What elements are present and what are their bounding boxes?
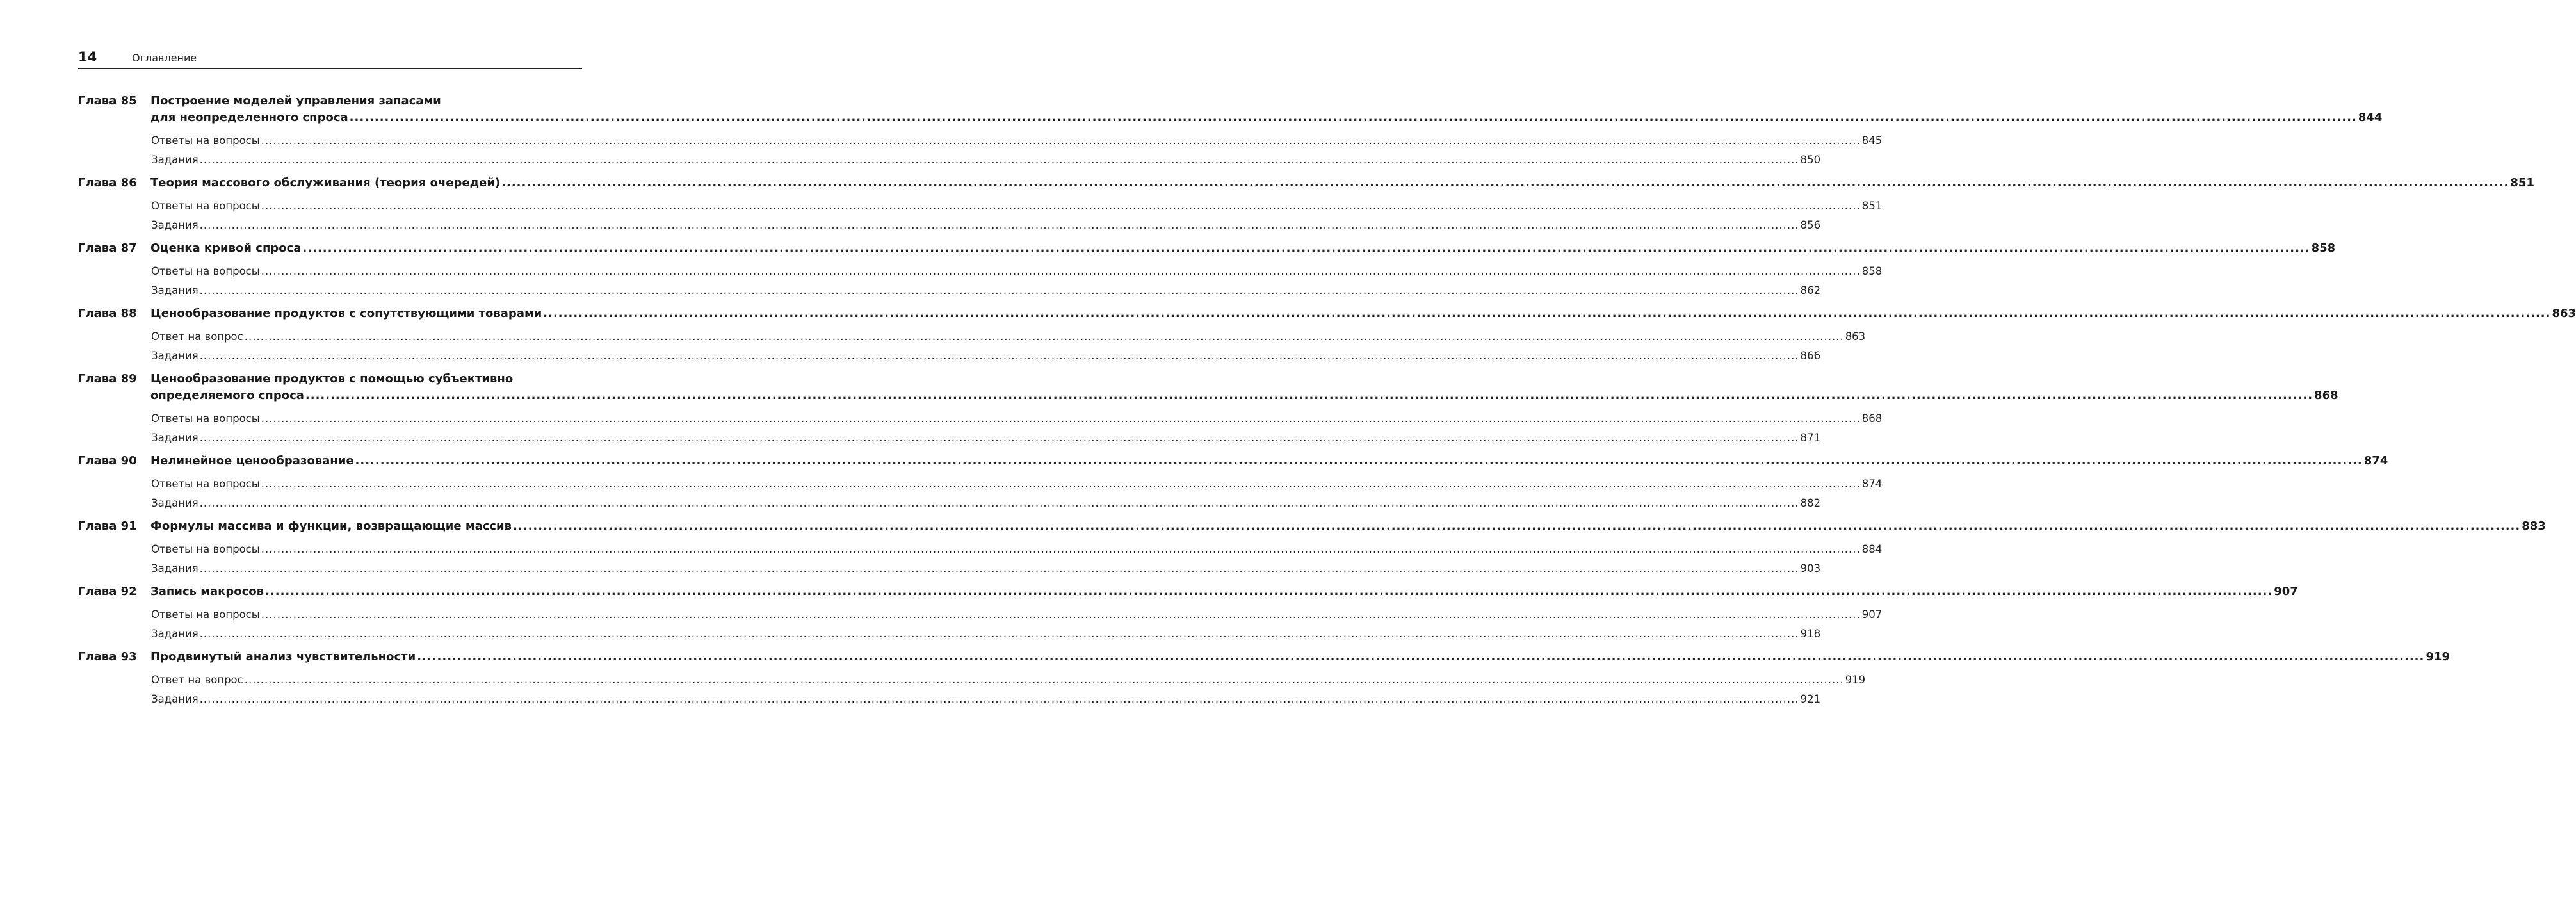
chapter-title-leader	[150, 649, 2450, 665]
toc-chapter	[78, 306, 2576, 366]
toc-chapter	[78, 453, 2388, 513]
chapter-title-leader	[150, 387, 2338, 404]
dot-leader: ................................................................................................................................................................................................................................................................................................................................................................................................................	[513, 519, 2521, 533]
dot-leader: ................................................................................................................................................................................................................................................................................................................................................................................................................	[199, 284, 1799, 297]
chapter-title-line: Построение моделей управления запасами	[150, 94, 441, 108]
dot-leader: ................................................................................................................................................................................................................................................................................................................................................................................................................	[261, 265, 1861, 277]
dot-leader: ................................................................................................................................................................................................................................................................................................................................................................................................................	[199, 219, 1799, 231]
chapter-label: Глава 91	[78, 519, 137, 533]
subsection-title: Задания	[151, 350, 198, 362]
subsection-page-number: 907	[1861, 608, 1883, 621]
dot-leader: ................................................................................................................................................................................................................................................................................................................................................................................................................	[244, 330, 1844, 343]
dot-leader: ................................................................................................................................................................................................................................................................................................................................................................................................................	[244, 674, 1844, 686]
dot-leader: ................................................................................................................................................................................................................................................................................................................................................................................................................	[261, 543, 1861, 555]
toc-chapter	[78, 518, 2546, 578]
dot-leader: ................................................................................................................................................................................................................................................................................................................................................................................................................	[261, 412, 1861, 425]
subsection-entry	[151, 428, 1821, 448]
chapter-page-number: 907	[2274, 585, 2298, 598]
chapter-title-block	[150, 306, 2576, 366]
subsection-page-number: 874	[1861, 478, 1883, 490]
chapter-title-leader	[150, 453, 2388, 469]
toc-chapter	[78, 649, 2450, 709]
dot-leader: ................................................................................................................................................................................................................................................................................................................................................................................................................	[199, 562, 1799, 575]
subsection-entry	[151, 151, 1821, 170]
subsection-list	[150, 409, 1883, 448]
subsection-page-number: 919	[1845, 674, 1866, 686]
dot-leader: ................................................................................................................................................................................................................................................................................................................................................................................................................	[501, 176, 2509, 190]
chapter-page-number: 863	[2552, 307, 2576, 320]
subsection-page-number: 862	[1800, 284, 1821, 297]
subsection-title: Ответы на вопросы	[151, 135, 260, 147]
chapter-page-number: 883	[2522, 519, 2546, 533]
subsection-title: Ответы на вопросы	[151, 543, 260, 555]
subsection-title: Ответы на вопросы	[151, 265, 260, 277]
subsection-title: Задания	[151, 284, 198, 297]
chapter-title-leader	[150, 240, 2336, 257]
chapter-label: Глава 89	[78, 372, 137, 386]
chapter-row	[78, 93, 2383, 170]
dot-leader: ................................................................................................................................................................................................................................................................................................................................................................................................................	[349, 111, 2357, 124]
subsection-entry	[151, 262, 1883, 281]
subsection-title: Задания	[151, 497, 198, 509]
table-of-contents	[78, 93, 2576, 714]
subsection-entry	[151, 347, 1821, 366]
dot-leader: ................................................................................................................................................................................................................................................................................................................................................................................................................	[417, 650, 2425, 664]
chapter-title-block	[150, 240, 2336, 300]
chapter-label: Глава 90	[78, 454, 137, 468]
chapter-row	[78, 518, 2546, 578]
chapter-title: Продвинутый анализ чувствительности	[150, 650, 416, 664]
chapter-title-block	[150, 649, 2450, 709]
chapter-label: Глава 85	[78, 94, 137, 108]
chapter-row	[78, 583, 2298, 644]
subsection-list	[150, 262, 1883, 300]
subsection-page-number: 866	[1800, 350, 1821, 362]
chapter-page-number: 844	[2358, 111, 2383, 124]
chapter-title-leader	[150, 518, 2546, 535]
dot-leader: ................................................................................................................................................................................................................................................................................................................................................................................................................	[199, 628, 1799, 640]
subsection-title: Задания	[151, 693, 198, 705]
subsection-title: Задания	[151, 432, 198, 444]
dot-leader: ................................................................................................................................................................................................................................................................................................................................................................................................................	[261, 608, 1861, 621]
subsection-entry	[151, 131, 1883, 151]
chapter-title-block	[150, 583, 2298, 644]
subsection-title: Ответ на вопрос	[151, 330, 243, 343]
chapter-title: Ценообразование продуктов с сопутствующими товарами	[150, 307, 542, 320]
subsection-entry	[151, 624, 1821, 644]
dot-leader: ................................................................................................................................................................................................................................................................................................................................................................................................................	[199, 497, 1799, 509]
subsection-title: Ответы на вопросы	[151, 200, 260, 212]
subsection-entry	[151, 475, 1883, 494]
subsection-list	[150, 540, 1883, 578]
subsection-entry	[151, 690, 1821, 709]
dot-leader: ................................................................................................................................................................................................................................................................................................................................................................................................................	[265, 585, 2273, 598]
dot-leader: ................................................................................................................................................................................................................................................................................................................................................................................................................	[261, 135, 1861, 147]
chapter-row	[78, 649, 2450, 709]
toc-chapter	[78, 371, 2338, 448]
subsection-page-number: 868	[1861, 412, 1883, 425]
subsection-entry	[151, 281, 1821, 300]
subsection-list	[150, 671, 1866, 709]
dot-leader: ................................................................................................................................................................................................................................................................................................................................................................................................................	[199, 350, 1799, 362]
chapter-page-number: 874	[2363, 454, 2388, 468]
subsection-title: Ответы на вопросы	[151, 478, 260, 490]
subsection-page-number: 882	[1800, 497, 1821, 509]
chapter-title-line: Ценообразование продуктов с помощью субъективно	[150, 372, 514, 386]
subsection-title: Задания	[151, 219, 198, 231]
subsection-list	[150, 475, 1883, 513]
subsection-list	[150, 327, 1866, 366]
subsection-title: Задания	[151, 562, 198, 575]
chapter-title-leader	[150, 306, 2576, 322]
subsection-entry	[151, 540, 1883, 559]
subsection-page-number: 850	[1800, 154, 1821, 166]
chapter-row	[78, 175, 2534, 235]
chapter-page-number: 868	[2314, 389, 2338, 402]
subsection-page-number: 884	[1861, 543, 1883, 555]
subsection-list	[150, 197, 1883, 235]
chapter-label: Глава 86	[78, 176, 137, 190]
chapter-title-block	[150, 371, 2338, 448]
dot-leader: ................................................................................................................................................................................................................................................................................................................................................................................................................	[355, 454, 2363, 468]
subsection-title: Ответы на вопросы	[151, 412, 260, 425]
chapter-row	[78, 453, 2388, 513]
page-number: 14	[78, 49, 97, 65]
subsection-page-number: 858	[1861, 265, 1883, 277]
chapter-label: Глава 87	[78, 241, 137, 255]
subsection-title: Ответы на вопросы	[151, 608, 260, 621]
dot-leader: ................................................................................................................................................................................................................................................................................................................................................................................................................	[543, 307, 2551, 320]
chapter-page-number: 858	[2311, 241, 2336, 255]
subsection-page-number: 856	[1800, 219, 1821, 231]
chapter-page-number: 851	[2510, 176, 2534, 190]
dot-leader: ................................................................................................................................................................................................................................................................................................................................................................................................................	[261, 478, 1861, 490]
chapter-title: Запись макросов	[150, 585, 264, 598]
toc-chapter	[78, 583, 2298, 644]
chapter-title: Нелинейное ценообразование	[150, 454, 354, 468]
chapter-title-block	[150, 175, 2534, 235]
chapter-title-leader	[150, 110, 2383, 126]
subsection-title: Задания	[151, 628, 198, 640]
subsection-page-number: 845	[1861, 135, 1883, 147]
subsection-title: Задания	[151, 154, 198, 166]
dot-leader: ................................................................................................................................................................................................................................................................................................................................................................................................................	[199, 432, 1799, 444]
subsection-list	[150, 605, 1883, 644]
running-title: Оглавление	[132, 52, 197, 64]
dot-leader: ................................................................................................................................................................................................................................................................................................................................................................................................................	[199, 693, 1799, 705]
subsection-entry	[151, 409, 1883, 428]
chapter-title: Формулы массива и функции, возвращающие массив	[150, 519, 512, 533]
chapter-title: определяемого спроса	[150, 389, 304, 402]
toc-chapter	[78, 93, 2383, 170]
subsection-page-number: 903	[1800, 562, 1821, 575]
chapter-title-leader	[150, 583, 2298, 600]
chapter-title-leader	[150, 175, 2534, 192]
subsection-entry	[151, 327, 1866, 347]
chapter-page-number: 919	[2426, 650, 2450, 664]
dot-leader: ................................................................................................................................................................................................................................................................................................................................................................................................................	[199, 154, 1799, 166]
subsection-entry	[151, 671, 1866, 690]
dot-leader: ................................................................................................................................................................................................................................................................................................................................................................................................................	[261, 200, 1861, 212]
dot-leader: ................................................................................................................................................................................................................................................................................................................................................................................................................	[305, 389, 2313, 402]
subsection-title: Ответ на вопрос	[151, 674, 243, 686]
chapter-row	[78, 306, 2576, 366]
subsection-page-number: 921	[1800, 693, 1821, 705]
chapter-title-block	[150, 453, 2388, 513]
chapter-title: Оценка кривой спроса	[150, 241, 302, 255]
subsection-entry	[151, 197, 1883, 216]
toc-chapter	[78, 240, 2336, 300]
subsection-entry	[151, 494, 1821, 513]
chapter-label: Глава 88	[78, 307, 137, 320]
toc-chapter	[78, 175, 2534, 235]
subsection-list	[150, 131, 1883, 170]
subsection-page-number: 871	[1800, 432, 1821, 444]
chapter-label: Глава 92	[78, 585, 137, 598]
chapter-row	[78, 371, 2338, 448]
chapter-title-block	[150, 518, 2546, 578]
chapter-title: для неопределенного спроса	[150, 111, 348, 124]
subsection-page-number: 863	[1845, 330, 1866, 343]
subsection-page-number: 851	[1861, 200, 1883, 212]
subsection-entry	[151, 216, 1821, 235]
chapter-title: Теория массового обслуживания (теория очередей)	[150, 176, 501, 190]
subsection-entry	[151, 605, 1883, 624]
chapter-title-block	[150, 93, 2383, 170]
dot-leader: ................................................................................................................................................................................................................................................................................................................................................................................................................	[302, 241, 2310, 255]
page-header	[78, 49, 582, 69]
chapter-row	[78, 240, 2336, 300]
subsection-entry	[151, 559, 1821, 578]
chapter-label: Глава 93	[78, 650, 137, 664]
subsection-page-number: 918	[1800, 628, 1821, 640]
